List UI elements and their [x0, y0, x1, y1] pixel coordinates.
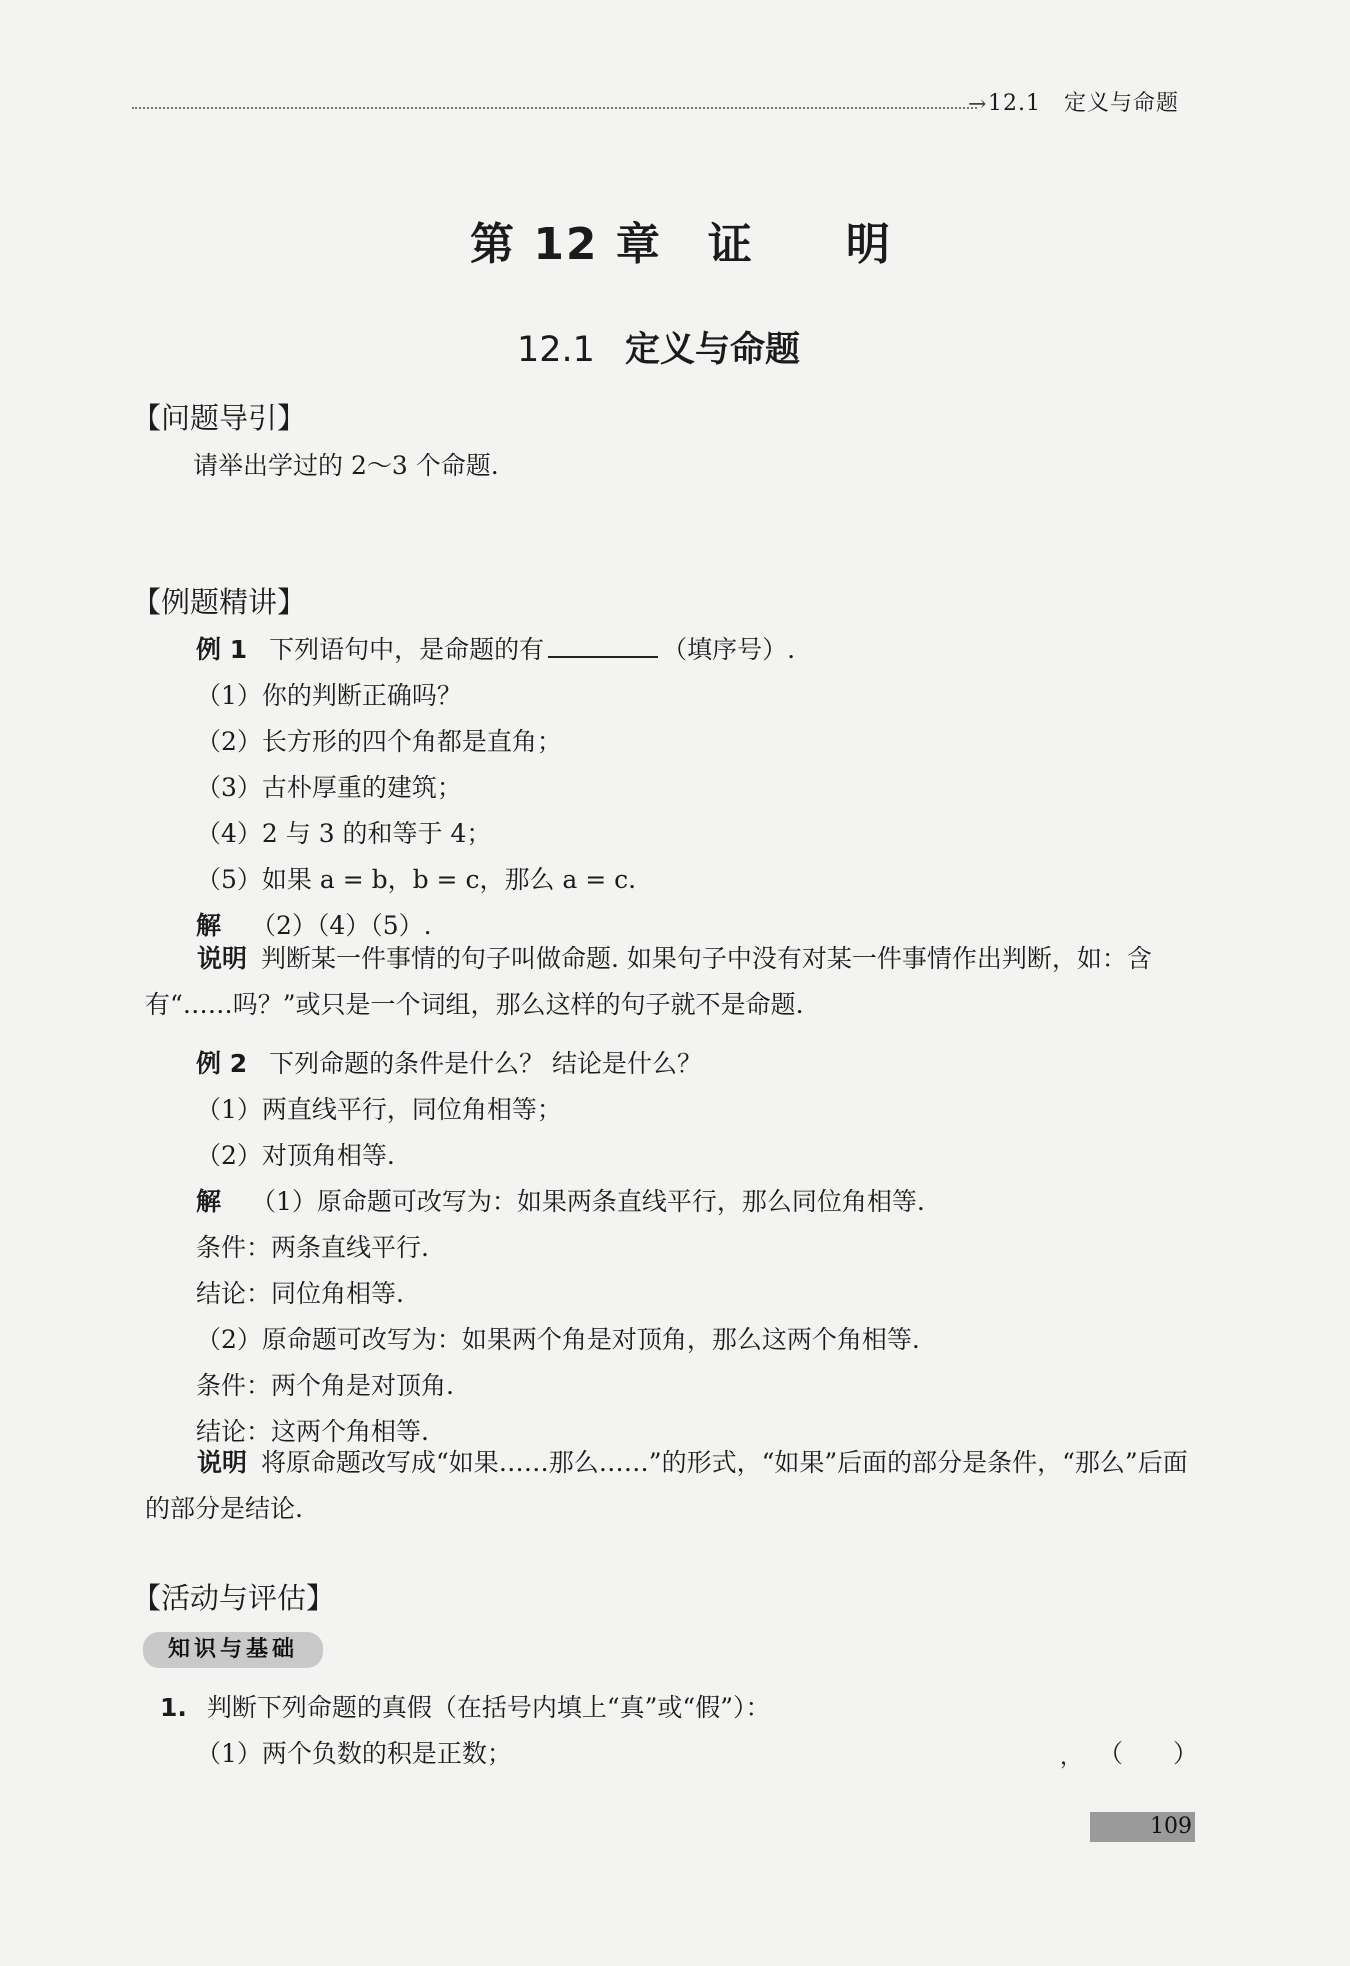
note-text: 将原命题改写成“如果……那么……”的形式，“如果”后面的部分是条件，“那么”后面的部分是结论. [145, 1448, 1188, 1523]
note-label: 说明 [197, 1448, 248, 1477]
question-1-item: （1）两个负数的积是正数； [196, 1739, 512, 1768]
example-2-note [145, 1440, 1195, 1532]
example-2-question-text: 下列命题的条件是什么？ 结论是什么？ [269, 1049, 703, 1078]
example-1-label: 例 1 [196, 635, 248, 664]
stray-mark: ， [1060, 1745, 1083, 1770]
knowledge-badge: 知识与基础 [143, 1632, 323, 1668]
example-2-item: （1）两直线平行，同位角相等； [196, 1095, 562, 1124]
solution-line: （2）原命题可改写为：如果两个角是对顶角，那么这两个角相等. [196, 1325, 920, 1354]
solution-line: 结论：这两个角相等. [196, 1417, 429, 1446]
running-header: 12.1 定义与命题 [988, 91, 1179, 116]
solution-label: 解 [196, 1187, 222, 1216]
example-1-note [145, 936, 1195, 1028]
solution-line: 条件：两个角是对顶角. [196, 1371, 454, 1400]
solution-line: 结论：同位角相等. [196, 1279, 404, 1308]
activity-heading: 【活动与评估】 [132, 1581, 336, 1615]
answer-blank [548, 634, 658, 658]
section-number: 12.1 [517, 330, 595, 370]
example-1-item: （2）长方形的四个角都是直角； [196, 727, 562, 756]
header-rule [132, 107, 977, 109]
arrow-right-icon: → [968, 92, 987, 117]
chapter-title: 第 12 章 证 明 [470, 219, 892, 270]
guide-heading: 【问题导引】 [132, 401, 307, 435]
example-1-item: （4）2 与 3 的和等于 4； [196, 819, 492, 848]
question-text: 判断下列命题的真假（在括号内填上“真”或“假”）： [206, 1693, 771, 1722]
example-1-question-pre: 下列语句中，是命题的有 [269, 635, 545, 664]
example-1-item: （1）你的判断正确吗？ [196, 681, 462, 710]
answer-parentheses: （ ） [1098, 1739, 1199, 1768]
example-2-label: 例 2 [196, 1049, 248, 1078]
example-1-question-post: （填序号）. [662, 635, 796, 664]
guide-prompt: 请举出学过的 2～3 个命题. [193, 451, 499, 480]
example-1-item: （3）古朴厚重的建筑； [196, 773, 462, 802]
example-2-question [196, 1044, 702, 1080]
page-number: 109 [1150, 1814, 1192, 1839]
section-name: 定义与命题 [624, 330, 800, 370]
note-text: 判断某一件事情的句子叫做命题. 如果句子中没有对某一件事情作出判断，如：含有“……吗？”或只是一个词组，那么这样的句子就不是命题. [145, 944, 1152, 1019]
question-number: 1. [160, 1693, 187, 1722]
example-1-item: （5）如果 a = b，b = c，那么 a = c. [196, 865, 637, 894]
example-2-solution [196, 1182, 925, 1218]
solution-text: （2）（4）（5）. [250, 911, 432, 940]
solution-label: 解 [196, 911, 222, 940]
solution-line: （1）原命题可改写为：如果两条直线平行，那么同位角相等. [250, 1187, 925, 1216]
solution-line: 条件：两条直线平行. [196, 1233, 429, 1262]
examples-heading: 【例题精讲】 [132, 585, 307, 619]
question-1 [160, 1688, 770, 1724]
section-title [517, 322, 800, 372]
example-2-item: （2）对顶角相等. [196, 1141, 395, 1170]
example-1-question [196, 630, 795, 666]
note-label: 说明 [197, 944, 248, 973]
